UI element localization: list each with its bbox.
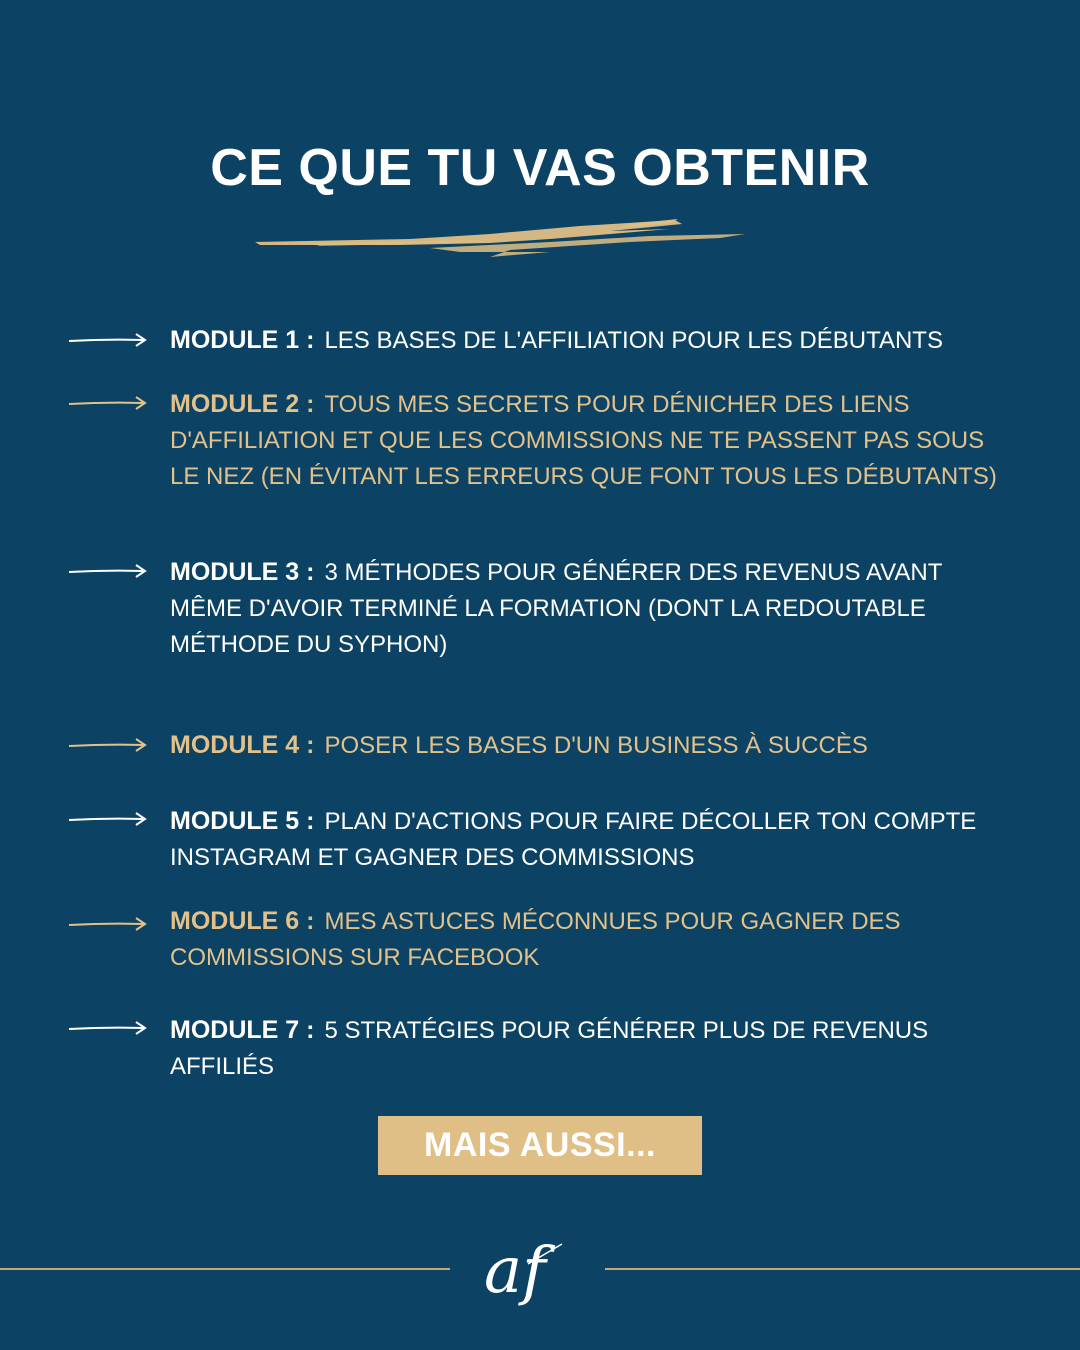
module-text <box>170 554 1010 663</box>
module-label: MODULE 7 : <box>170 1016 315 1044</box>
brush-stroke-divider <box>250 212 750 262</box>
module-text <box>170 1012 1010 1085</box>
module-description: 5 STRATÉGIES POUR GÉNÉRER PLUS DE REVENUS AFFILIÉS <box>170 1017 929 1080</box>
module-label: MODULE 5 : <box>170 807 315 835</box>
arrow-icon <box>68 738 148 752</box>
module-description: 3 MÉTHODES POUR GÉNÉRER DES REVENUS AVANT MÊME D'AVOIR TERMINÉ LA FORMATION (DONT LA REDOUTABLE MÉTHODE DU SYPHON) <box>170 559 942 658</box>
module-label: MODULE 1 : <box>170 326 315 354</box>
module-label: MODULE 4 : <box>170 731 315 759</box>
arrow-icon <box>68 564 148 578</box>
module-text <box>170 322 1010 359</box>
logo-text: af <box>484 1234 546 1308</box>
page-title: CE QUE TU VAS OBTENIR <box>210 139 870 197</box>
module-description: PLAN D'ACTIONS POUR FAIRE DÉCOLLER TON COMPTE INSTAGRAM ET GAGNER DES COMMISSIONS <box>170 808 977 871</box>
module-text <box>170 727 1010 764</box>
arrow-icon <box>68 333 148 347</box>
module-description: LES BASES DE L'AFFILIATION POUR LES DÉBUTANTS <box>324 327 943 354</box>
module-text <box>170 803 1010 876</box>
footer-divider-right <box>605 1268 1080 1270</box>
module-description: MES ASTUCES MÉCONNUES POUR GAGNER DES COMMISSIONS SUR FACEBOOK <box>170 908 901 971</box>
module-text <box>170 386 1010 495</box>
af-logo <box>480 1222 570 1312</box>
module-text <box>170 903 1010 976</box>
footer-divider-left <box>0 1268 450 1270</box>
module-description: POSER LES BASES D'UN BUSINESS À SUCCÈS <box>324 732 868 759</box>
arrow-icon <box>68 812 148 826</box>
arrow-icon <box>68 1021 148 1035</box>
module-label: MODULE 6 : <box>170 907 315 935</box>
arrow-icon <box>68 396 148 410</box>
module-label: MODULE 3 : <box>170 558 315 586</box>
module-description: TOUS MES SECRETS POUR DÉNICHER DES LIENS D'AFFILIATION ET QUE LES COMMISSIONS NE TE PASSENT PAS SOUS LE NEZ (EN ÉVITANT LES ERREURS QUE FONT TOUS LES DÉBUTANTS) <box>170 391 997 490</box>
arrow-icon <box>68 917 148 931</box>
module-label: MODULE 2 : <box>170 390 315 418</box>
mais-aussi-button[interactable]: MAIS AUSSI... <box>378 1116 702 1175</box>
